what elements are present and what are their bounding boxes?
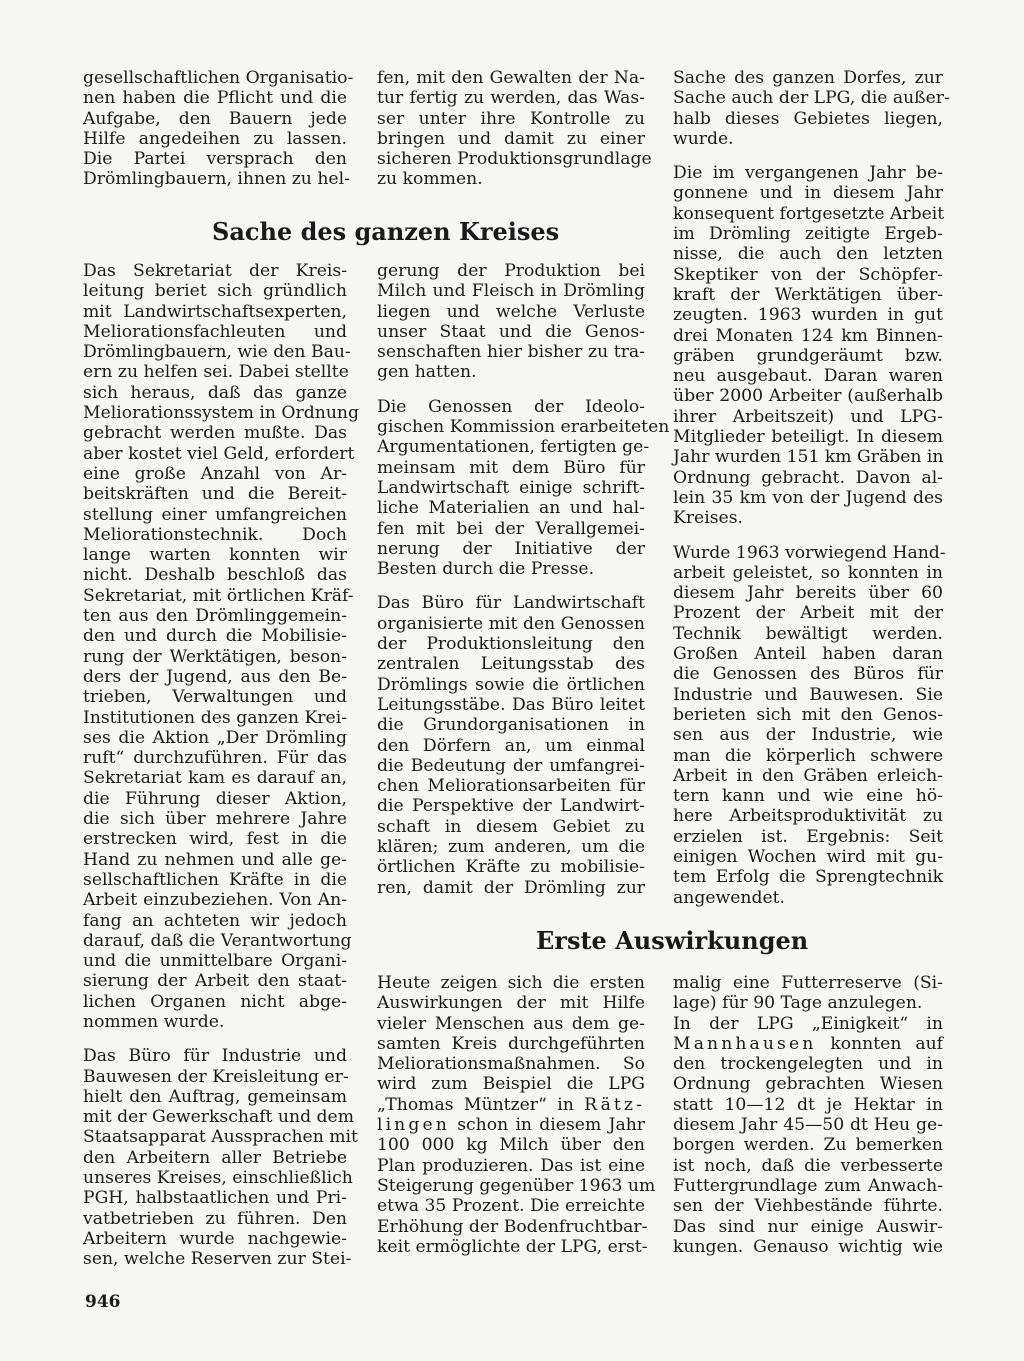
text-line: unseres Kreises, einschließlich — [83, 1168, 353, 1189]
text-line: sich heraus, daß das ganze — [83, 382, 347, 403]
col2-bottom — [377, 973, 656, 1257]
text-line: chen Meliorationsarbeiten für — [377, 776, 645, 797]
text-line: Sekretariat kam es darauf an, — [83, 768, 347, 789]
paragraph — [673, 1014, 943, 1258]
text-line: und die unmittelbare Organi- — [83, 951, 347, 972]
text-line: Staatsapparat Aussprachen mit — [83, 1127, 358, 1148]
text-line: die Perspektive der Landwirt- — [377, 796, 645, 817]
col3-main — [673, 68, 950, 908]
text-line: Auswirkungen der mit Hilfe — [377, 993, 645, 1014]
text-line: leitung beriet sich gründlich — [83, 281, 347, 302]
text-fragment: schon in diesem Jahr — [457, 1115, 645, 1136]
text-line: arbeit geleistet, so konnten in — [673, 562, 943, 583]
text-line: Ordnung gebracht. Davon al- — [673, 467, 943, 488]
page-number: 946 — [85, 1292, 121, 1312]
text-line: gerung der Produktion bei — [377, 261, 645, 281]
text-line — [673, 1034, 943, 1054]
text-line: lange warten konnten wir — [83, 545, 347, 566]
text-line: hielt den Auftrag, gemeinsam — [83, 1086, 347, 1107]
text-line: diesem Jahr bereits über 60 — [673, 583, 943, 604]
text-line: Besten durch die Presse. — [377, 559, 595, 580]
text-line: lage) für 90 Tage anzulegen. — [673, 993, 923, 1014]
text-line: mit der Gewerkschaft und dem — [83, 1107, 355, 1128]
text-line: Steigerung gegenüber 1963 um — [377, 1175, 656, 1196]
text-line: den trockengelegten und in — [673, 1054, 943, 1075]
text-line: nicht. Deshalb beschloß das — [83, 565, 347, 586]
text-line: Futtergrundlage zum Anwach- — [673, 1175, 943, 1196]
text-line: ses die Aktion „Der Drömling — [83, 727, 347, 748]
text-line: Großen Anteil haben daran — [673, 644, 943, 665]
text-line: ist noch, daß die verbesserte — [673, 1155, 943, 1176]
text-line: Sache auch der LPG, die außer- — [673, 88, 950, 109]
text-line: den Arbeitern aller Betriebe — [83, 1147, 347, 1168]
text-fragment: „Thomas Müntzer“ in — [377, 1094, 574, 1115]
text-line: im Drömling zeitigte Ergeb- — [673, 224, 943, 245]
col2-main — [377, 261, 670, 898]
text-line: Institutionen des ganzen Krei- — [83, 707, 347, 728]
text-line: nommen wurde. — [83, 1011, 225, 1032]
text-line: Arbeit in den Gräben erleich- — [673, 765, 943, 786]
text-line: Meliorationstechnik. Doch — [83, 524, 347, 545]
text-line: ser unter ihre Kontrolle zu — [377, 108, 645, 129]
paragraph — [377, 593, 645, 897]
text-line: Bauwesen der Kreisleitung er- — [83, 1066, 349, 1087]
text-line: trieben, Verwaltungen und — [83, 687, 347, 708]
text-line: Plan produzieren. Das ist eine — [377, 1155, 645, 1176]
text-line: Mitglieder beteiligt. In diesem — [673, 427, 943, 448]
text-line: Landwirtschaft einige schrift- — [377, 477, 645, 498]
text-line: den Dörfern an, um einmal — [377, 735, 645, 756]
text-line: gen hatten. — [377, 362, 477, 383]
text-line: gebracht werden mußte. Das — [83, 423, 347, 444]
text-line: gonnene und in diesem Jahr — [673, 183, 943, 204]
spaced-place-name: Rätz- — [584, 1094, 645, 1115]
paragraph — [377, 973, 656, 1257]
text-line: zentralen Leitungsstab des — [377, 654, 645, 675]
text-line: ten aus den Drömlinggemein- — [83, 606, 347, 627]
text-line: etwa 35 Prozent. Die erreichte — [377, 1196, 646, 1217]
text-line: fen, mit den Gewalten der Na- — [377, 68, 645, 88]
text-line: rung der Werktätigen, beson- — [83, 646, 347, 667]
text-line: samten Kreis durchgeführten — [377, 1033, 645, 1054]
text-line: ihrer Arbeitszeit) und LPG- — [673, 406, 943, 427]
paragraph — [83, 261, 359, 1032]
text-line: Sekretariat, mit örtlichen Kräf- — [83, 585, 354, 606]
text-line: 100 000 kg Milch über den — [377, 1135, 645, 1156]
text-line: lein 35 km von der Jugend des — [673, 487, 943, 508]
text-line: vatbetrieben zu führen. Den — [83, 1208, 347, 1229]
text-line: Das sind nur einige Auswir- — [673, 1216, 943, 1237]
text-line: gesellschaftlichen Organisatio- — [83, 68, 354, 88]
text-line — [377, 1115, 645, 1135]
text-line: liegen und welche Verluste — [377, 301, 645, 322]
paragraph — [377, 261, 645, 383]
text-line: Industrie und Bauwesen. Sie — [673, 684, 943, 705]
paragraph — [673, 163, 943, 528]
text-line: drei Monaten 124 km Binnen- — [673, 325, 943, 346]
text-line: Das Büro für Industrie und — [83, 1046, 347, 1067]
text-line: Arbeit einzubeziehen. Von An- — [83, 890, 347, 911]
text-line: Ordnung gebrachten Wiesen — [673, 1074, 943, 1095]
text-line: Aufgabe, den Bauern jede — [83, 108, 347, 129]
text-line: sellschaftlichen Kräfte in die — [83, 869, 347, 890]
text-line: die Bedeutung der umfangrei- — [377, 755, 645, 776]
text-line: Die im vergangenen Jahr be- — [673, 163, 943, 184]
text-line: Argumentationen, fertigten ge- — [377, 437, 650, 458]
text-line: eine große Anzahl von Ar- — [83, 463, 347, 484]
text-line: darauf, daß die Verantwortung — [83, 930, 352, 951]
text-line: klären; zum anderen, um die — [377, 837, 645, 858]
text-line: Wurde 1963 vorwiegend Hand- — [673, 542, 946, 563]
text-line: halb dieses Gebietes liegen, — [673, 108, 943, 129]
spaced-place-name: Mannhausen — [673, 1033, 817, 1054]
text-line: die Genossen des Büros für — [673, 664, 943, 685]
text-line: berieten sich mit den Genos- — [673, 704, 943, 725]
text-line: gräben grundgeräumt bzw. — [673, 345, 943, 366]
text-line: Milch und Fleisch in Drömling — [377, 281, 645, 302]
text-line: nerung der Initiative der — [377, 538, 645, 559]
paragraph — [377, 396, 670, 580]
text-line: die sich über mehrere Jahre — [83, 809, 347, 830]
text-line: PGH, halbstaatlichen und Pri- — [83, 1188, 347, 1209]
text-line: vieler Menschen aus dem ge- — [377, 1013, 645, 1034]
text-line — [377, 1095, 645, 1115]
text-line: man die körperlich schwere — [673, 745, 943, 766]
text-line: keit ermöglichte der LPG, erst- — [377, 1236, 648, 1257]
text-line: tur fertig zu werden, das Was- — [377, 88, 645, 109]
text-line: sicheren Produktionsgrundlage — [377, 149, 652, 170]
text-line: Meliorationsfachleuten und — [83, 321, 347, 342]
col1-main — [83, 261, 359, 1270]
text-line: der Produktionsleitung den — [377, 634, 645, 655]
text-line: die Führung dieser Aktion, — [83, 788, 347, 809]
text-line: nisse, die auch den letzten — [673, 244, 943, 265]
text-line: Drömlings sowie die örtlichen — [377, 674, 645, 695]
text-line: beitskräften und die Bereit- — [83, 484, 347, 505]
text-line: borgen werden. Zu bemerken — [673, 1135, 943, 1156]
text-line: sierung der Arbeit den staat- — [83, 971, 347, 992]
text-line: here Arbeitsproduktivität zu — [673, 806, 943, 827]
text-line: diesem Jahr 45—50 dt Heu ge- — [673, 1115, 943, 1136]
paragraph — [673, 973, 943, 1014]
text-line: sen, welche Reserven zur Stei- — [83, 1249, 352, 1270]
text-line: einigen Wochen wird mit gu- — [673, 846, 943, 867]
text-line: fen mit bei der Verallgemei- — [377, 518, 645, 539]
text-line: nen haben die Pflicht und die — [83, 88, 347, 109]
text-line: Hilfe angedeihen zu lassen. — [83, 128, 347, 149]
text-line: Die Genossen der Ideolo- — [377, 396, 645, 417]
text-line: ern zu helfen sei. Dabei stellte — [83, 362, 349, 383]
text-line: In der LPG „Einigkeit“ in — [673, 1013, 943, 1034]
text-line: über 2000 Arbeiter (außerhalb — [673, 386, 943, 407]
text-line: Jahr wurden 151 km Gräben in — [673, 447, 944, 468]
text-line: Erhöhung der Bodenfruchtbar- — [377, 1216, 648, 1237]
text-line: Heute zeigen sich die ersten — [377, 973, 645, 993]
text-line: zeugten. 1963 wurden in gut — [673, 305, 943, 326]
text-line: tem Erfolg die Sprengtechnik — [673, 867, 943, 888]
text-line: wurde. — [673, 128, 734, 149]
text-line: organisierte mit den Genossen — [377, 613, 645, 634]
text-line: ren, damit der Drömling zur — [377, 877, 645, 898]
text-line: Kreises. — [673, 508, 744, 529]
text-line: örtlichen Kräfte zu mobilisie- — [377, 857, 645, 878]
text-line: neu ausgebaut. Daran waren — [673, 366, 943, 387]
paragraph — [673, 542, 946, 908]
text-line: tern kann und wie eine hö- — [673, 786, 943, 807]
text-line: bringen und damit zu einer — [377, 128, 645, 149]
text-line: Meliorationssystem in Ordnung — [83, 403, 359, 424]
text-line: Arbeitern wurde nachgewie- — [83, 1228, 347, 1249]
text-line: ruft“ durchzuführen. Für das — [83, 748, 347, 769]
text-line: Drömlingbauern, ihnen zu hel- — [83, 169, 350, 190]
text-line: kungen. Genauso wichtig wie — [673, 1236, 943, 1257]
text-line: Meliorationsmaßnahmen. So — [377, 1054, 645, 1075]
text-line: lichen Organen nicht abge- — [83, 991, 347, 1012]
col3-bottom — [673, 973, 943, 1257]
paragraph — [673, 68, 950, 149]
text-line: angewendet. — [673, 887, 785, 908]
text-line: aber kostet viel Geld, erfordert — [83, 443, 355, 464]
section-heading-kreises: Sache des ganzen Kreises — [212, 217, 560, 246]
paragraph — [83, 68, 354, 190]
text-line: Leitungsstäbe. Das Büro leitet — [377, 694, 645, 715]
text-line: konsequent fortgesetzte Arbeit — [673, 203, 945, 224]
col2-top-paragraph — [377, 68, 652, 190]
spaced-place-name: lingen — [377, 1115, 450, 1136]
text-line: sen der Viehbestände führte. — [673, 1196, 943, 1217]
text-line: stellung einer umfangreichen — [83, 504, 347, 525]
text-line: Prozent der Arbeit mit der — [673, 603, 943, 624]
text-line: erzielen ist. Ergebnis: Seit — [673, 826, 943, 847]
text-line: Skeptiker von der Schöpfer- — [673, 264, 943, 285]
text-line: erstrecken wird, fest in die — [83, 829, 347, 850]
text-line: Das Sekretariat der Kreis- — [83, 261, 347, 281]
paragraph — [83, 1046, 358, 1270]
col1-top-paragraph — [83, 68, 354, 190]
paragraph — [377, 68, 652, 190]
text-line: Hand zu nehmen und alle ge- — [83, 849, 347, 870]
text-line: malig eine Futterreserve (Si- — [673, 973, 943, 993]
text-line: meinsam mit dem Büro für — [377, 457, 645, 478]
text-line: fang an achteten wir jedoch — [83, 910, 347, 931]
text-line: statt 10—12 dt je Hektar in — [673, 1094, 943, 1115]
text-line: gischen Kommission erarbeiteten — [377, 417, 670, 438]
text-line: unser Staat und die Genos- — [377, 321, 645, 342]
text-line: Drömlingbauern, wie den Bau- — [83, 342, 351, 363]
text-line: senschaften hier bisher zu tra- — [377, 342, 645, 363]
text-line: mit Landwirtschaftsexperten, — [83, 301, 347, 322]
text-line: Technik bewältigt werden. — [673, 623, 943, 644]
text-line: die Grundorganisationen in — [377, 715, 645, 736]
text-line: ders der Jugend, aus den Be- — [83, 666, 347, 687]
text-line: den und durch die Mobilisie- — [83, 626, 347, 647]
text-line: Die Partei versprach den — [83, 149, 347, 170]
text-fragment: konnten auf — [830, 1033, 943, 1054]
text-line: schaft in diesem Gebiet zu — [377, 816, 645, 837]
text-line: Sache des ganzen Dorfes, zur — [673, 68, 943, 88]
text-line: Das Büro für Landwirtschaft — [377, 593, 645, 614]
text-line: zu kommen. — [377, 169, 483, 190]
text-line: kraft der Werktätigen über- — [673, 284, 943, 305]
section-heading-auswirkungen: Erste Auswirkungen — [536, 926, 809, 955]
text-line: wird zum Beispiel die LPG — [377, 1074, 645, 1095]
text-line: liche Materialien an und hal- — [377, 498, 645, 519]
text-line: sen aus der Industrie, wie — [673, 725, 943, 746]
